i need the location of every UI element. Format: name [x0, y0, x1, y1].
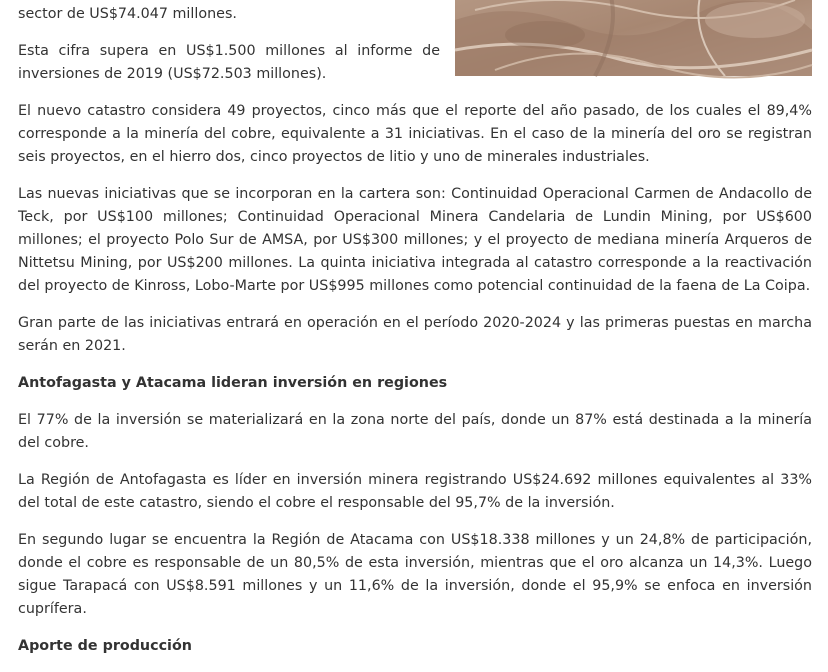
paragraph-4: Gran parte de las iniciativas entrará en operación en el período 2020-2024 y las primeras puestas en marcha serán en 2021. — [18, 315, 812, 354]
paragraph-2: El nuevo catastro considera 49 proyectos, cinco más que el reporte del año pasado, de los cuales el 89,4% corresponde a la minería del cobre, equivalente a 31 iniciativas. En el caso de la minería del oro se registran seis proyectos, en el hierro dos, cinco proyectos de litio y uno de minerales industriales. — [18, 103, 812, 165]
paragraph-3: Las nuevas iniciativas que se incorporan en la cartera son: Continuidad Operacional Carmen de Andacollo de Teck, por US$100 millones; Continuidad Operacional Minera Candelaria de Lundin Mining, por US$600 millones; el proyecto Polo Sur de AMSA, por US$300 millones; y el proyecto de mediana minería Arqueros de Nittetsu Mining, por US$200 millones. La quinta iniciativa integrada al catastro corresponde a la reactivación del proyecto de Kinross, Lobo-Marte por US$995 millones como potencial continuidad de la faena de La Coipa. — [18, 186, 812, 294]
open-pit-mine-image — [455, 0, 812, 76]
intro-line: sector de US$74.047 millones. — [18, 6, 237, 22]
paragraph-6: La Región de Antofagasta es líder en inversión minera registrando US$24.692 millones equivalentes al 33% del total de este catastro, siendo el cobre el responsable del 95,7% de la inversión. — [18, 472, 812, 511]
paragraph-1: Esta cifra supera en US$1.500 millones al informe de inversiones de 2019 (US$72.503 millones). — [18, 43, 440, 82]
section-heading-regions: Antofagasta y Atacama lideran inversión en regiones — [18, 375, 448, 391]
paragraph-7: En segundo lugar se encuentra la Región de Atacama con US$18.338 millones y un 24,8% de participación, donde el cobre es responsable de un 80,5% de esta inversión, mientras que el oro alcanza un 14,3%. Luego sigue Tarapacá con US$8.591 millones y un 11,6% de la inversión, donde el 95,9% se enfoca en inversión cuprífera. — [18, 532, 812, 617]
article-body — [18, 0, 812, 672]
paragraph-5: El 77% de la inversión se materializará en la zona norte del país, donde un 87% está destinada a la minería del cobre. — [18, 412, 812, 451]
mine-photo — [455, 0, 812, 76]
section-heading-production: Aporte de producción — [18, 638, 192, 654]
